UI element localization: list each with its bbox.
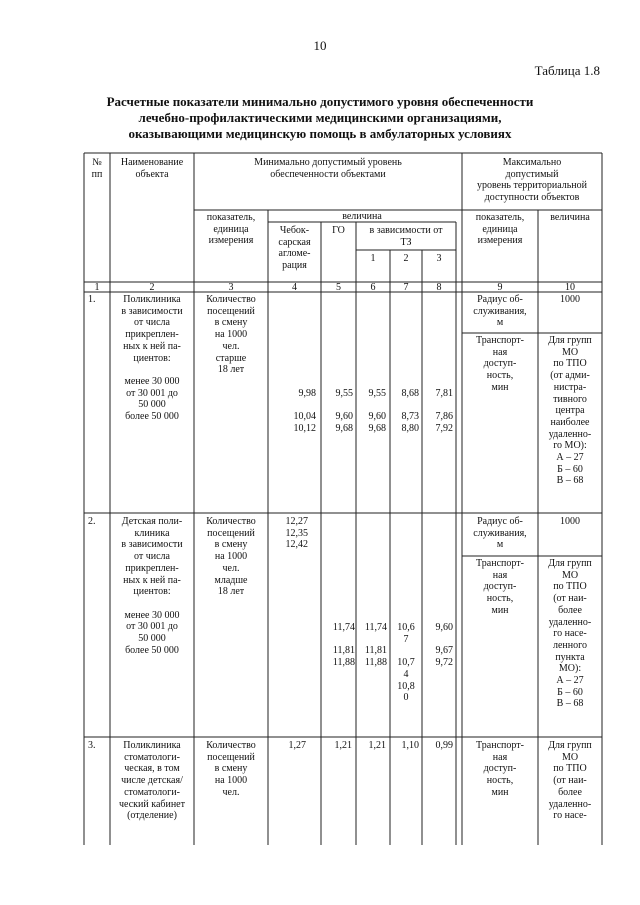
col-number: 6 <box>370 282 376 293</box>
col-number: 8 <box>436 282 442 293</box>
row-name: Поликлиника стоматологи- ческая, в том числе детская/ стоматологи- ческий кабинет (отделение) <box>119 740 185 822</box>
row-cheb-values: 9,98 10,04 10,12 <box>293 388 316 435</box>
header-value: величина <box>342 211 382 222</box>
header-tz: в зависимости от ТЗ <box>369 225 443 248</box>
header-min-level: Минимально допустимый уровень обеспеченности объектами <box>254 157 402 180</box>
header-tz-2: 2 <box>403 253 409 264</box>
row-tz2-value: 1,10 <box>401 740 419 751</box>
row-tz1-value: 1,21 <box>368 740 386 751</box>
row-transport-value: Для групп МО по ТПО (от адми- нистра- тивного центра наиболее удаленно- го МО): А – 27 Б – 60 В – 68 <box>548 335 592 487</box>
row-tz1-values: 9,55 9,60 9,68 <box>368 388 386 435</box>
row-indicator: Количество посещений в смену на 1000 чел. старше 18 лет <box>206 294 256 376</box>
row-radius-value: 1000 <box>560 294 580 305</box>
header-go: ГО <box>332 225 345 236</box>
row-number: 1. <box>88 294 96 305</box>
header-max-indicator: показатель, единица измерения <box>475 212 525 247</box>
row-indicator: Количество посещений в смену на 1000 чел. младше 18 лет <box>206 516 256 598</box>
row-go-values: 9,55 9,60 9,68 <box>335 388 353 435</box>
row-name: Детская поли- клиника в зависимости от числа прикреплен- ных к ней па- циентов: менее 30 000 от 30 001 до 50 000 более 50 000 <box>121 516 183 656</box>
row-tz3-values: 9,60 9,67 9,72 <box>435 622 453 669</box>
row-cheb-values: 12,27 12,35 12,42 <box>285 516 308 551</box>
row-tz1-values: 11,74 11,81 11,88 <box>364 622 387 669</box>
row-tz3-values: 7,81 7,86 7,92 <box>435 388 453 435</box>
title-line: оказывающими медицинскую помощь в амбулаторных условиях <box>128 126 512 141</box>
row-tz2-values: 8,68 8,73 8,80 <box>401 388 419 435</box>
row-transport-value: Для групп МО по ТПО (от наи- более удаленно- го насе- <box>548 740 592 822</box>
col-number: 5 <box>336 282 341 293</box>
row-tz2-values: 10,6 7 10,7 4 10,8 0 <box>397 622 415 704</box>
table-label: Таблица 1.8 <box>534 63 600 78</box>
title-line: Расчетные показатели минимально допустимого уровня обеспеченности <box>106 94 534 109</box>
col-number: 4 <box>292 282 297 293</box>
row-transport-label: Транспорт- ная доступ- ность, мин <box>476 740 524 798</box>
row-radius-value: 1000 <box>560 516 580 527</box>
col-number: 3 <box>228 282 234 293</box>
header-indicator: показатель, единица измерения <box>206 212 256 247</box>
header-max-level: Максимально допустимый уровень территориальной доступности объектов <box>476 157 588 204</box>
title-line: лечебно-профилактическими медицинскими организациями, <box>138 110 502 125</box>
row-indicator: Количество посещений в смену на 1000 чел. <box>206 740 256 798</box>
col-number: 9 <box>497 282 503 293</box>
col-number: 1 <box>94 282 100 293</box>
row-number: 3. <box>88 740 96 751</box>
row-tz3-value: 0,99 <box>435 740 453 751</box>
header-num: № пп <box>91 157 103 180</box>
header-cheb: Чебок- сарская агломе- рация <box>278 225 311 272</box>
row-go-value: 1,21 <box>334 740 352 751</box>
col-number: 10 <box>565 282 575 293</box>
row-transport-value: Для групп МО по ТПО (от наи- более удаленно- го насе- ленного пункта МО): А – 27 Б – 60 В – 68 <box>548 558 592 710</box>
col-number: 2 <box>149 282 155 293</box>
row-go-values: 11,74 11,81 11,88 <box>332 622 355 669</box>
header-tz-1: 1 <box>370 253 376 264</box>
row-radius-label: Радиус об- служивания, м <box>473 294 527 329</box>
row-cheb-value: 1,27 <box>288 740 306 751</box>
page-number: 10 <box>313 38 327 53</box>
row-transport-label: Транспорт- ная доступ- ность, мин <box>476 335 524 393</box>
row-name: Поликлиника в зависимости от числа прикреплен- ных к ней па- циентов: менее 30 000 от 30 001 до 50 000 более 50 000 <box>121 294 183 423</box>
row-transport-label: Транспорт- ная доступ- ность, мин <box>476 558 524 616</box>
row-radius-label: Радиус об- служивания, м <box>473 516 527 551</box>
col-number: 7 <box>403 282 409 293</box>
row-number: 2. <box>88 516 96 527</box>
header-name: Наименование объекта <box>120 157 184 180</box>
header-tz-3: 3 <box>436 253 442 264</box>
header-max-value: величина <box>550 212 590 223</box>
